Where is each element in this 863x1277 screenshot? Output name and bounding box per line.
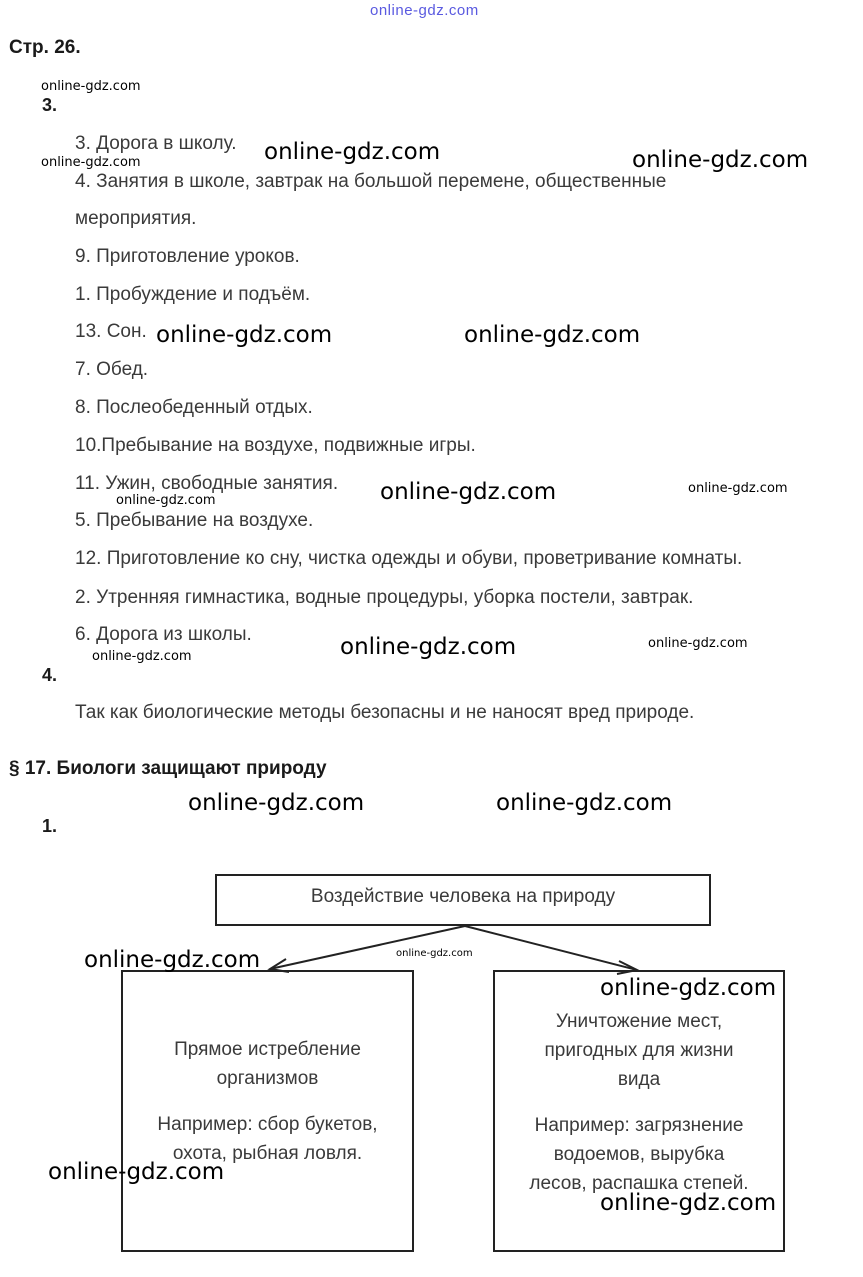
diagram-left-box [121,970,414,1252]
task-3-number: 3. [42,95,58,115]
left-box-title [123,1035,412,1093]
right-box-example [495,1111,783,1198]
watermark: online-gdz.com [41,155,141,170]
right-box-title-line: пригодных для жизни [544,1040,734,1061]
right-arrow [465,926,637,974]
right-box-title [495,1007,783,1094]
diagram-root-label: Воздействие человека на природу [310,886,616,907]
task-3-line: 3. Дорога в школу. [75,133,237,154]
task-3-line: 10.Пребывание на воздухе, подвижные игры. [75,435,476,456]
watermark: online-gdz.com [48,1159,225,1185]
watermark: online-gdz.com [496,790,673,816]
task-3-line: 4. Занятия в школе, завтрак на большой перемене, общественные [75,171,667,192]
task-4-number: 4. [42,665,58,685]
watermark: online-gdz.com [92,649,192,664]
top-watermark: online-gdz.com [370,2,479,19]
right-box-title-line: Уничтожение мест, [555,1011,723,1032]
watermark: online-gdz.com [600,975,777,1001]
watermark: online-gdz.com [116,493,216,508]
watermark: online-gdz.com [156,322,333,348]
watermark: online-gdz.com [688,481,788,496]
right-box-example-line: Например: загрязнение [534,1115,744,1136]
left-box-example-line: Например: сбор букетов, [157,1114,378,1135]
watermark: online-gdz.com [648,636,748,651]
task-3-line: 8. Послеобеденный отдых. [75,397,313,418]
watermark: online-gdz.com [600,1190,777,1216]
task-3-line: 6. Дорога из школы. [75,624,252,645]
task-3-line: 9. Приготовление уроков. [75,246,300,267]
right-box-title-line: вида [617,1069,661,1090]
watermark: online-gdz.com [41,79,141,94]
section-title: § 17. Биологи защищают природу [9,758,327,779]
task-3-line: 12. Приготовление ко сну, чистка одежды и обуви, проветривание комнаты. [75,548,743,569]
task-3-line: 1. Пробуждение и подъём. [75,284,311,305]
right-box-example-line: водоемов, вырубка [553,1144,725,1165]
watermark: online-gdz.com [84,947,261,973]
left-box-title-line: организмов [216,1068,319,1089]
section-task-number: 1. [42,816,58,836]
right-box-example-line: лесов, распашка степей. [529,1173,749,1194]
watermark: online-gdz.com [380,479,557,505]
watermark: online-gdz.com [340,634,517,660]
watermark: online-gdz.com [464,322,641,348]
task-3-line: 13. Сон. [75,321,147,342]
left-box-example-line: охота, рыбная ловля. [172,1143,363,1164]
watermark: online-gdz.com [264,139,441,165]
task-3-line: 7. Обед. [75,359,149,380]
watermark: online-gdz.com [188,790,365,816]
task-3-line: 5. Пребывание на воздухе. [75,510,314,531]
left-box-title-line: Прямое истребление [174,1039,361,1060]
task-4-answer: Так как биологические методы безопасны и не наносят вред природе. [75,702,695,723]
task-3-line: мероприятия. [75,208,197,229]
watermark: online-gdz.com [632,147,809,173]
task-3-line: 2. Утренняя гимнастика, водные процедуры, уборка постели, завтрак. [75,587,694,608]
page-heading: Стр. 26. [9,37,81,58]
task-3-line: 11. Ужин, свободные занятия. [75,473,339,494]
watermark: online-gdz.com [396,948,473,959]
